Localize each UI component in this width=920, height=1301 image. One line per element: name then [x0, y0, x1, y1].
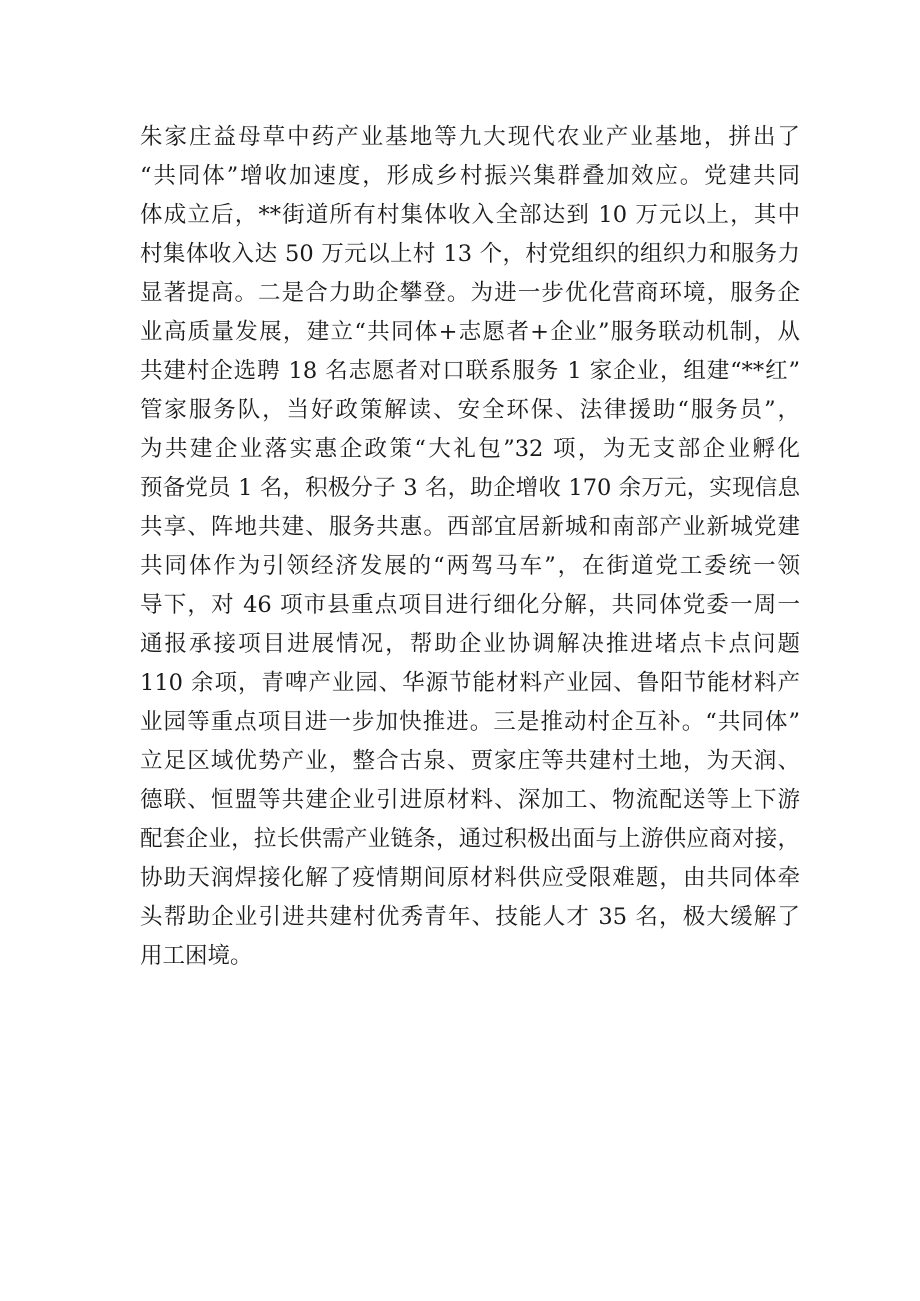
text-line: 通报承接项目进展情况，帮助企业协调解决推进堵点卡点问题 — [140, 631, 800, 657]
text-line: 共同体作为引领经济发展的“两驾马车”，在街道党工委统一领 — [140, 553, 800, 579]
text-line: “共同体”增收加速度，形成乡村振兴集群叠加效应。党建共同 — [140, 163, 800, 189]
text-line: 头帮助企业引进共建村优秀青年、技能人才 35 名，极大缓解了 — [140, 904, 800, 930]
text-line: 共建村企选聘 18 名志愿者对口联系服务 1 家企业，组建“**红” — [140, 358, 800, 384]
text-line: 德联、恒盟等共建企业引进原材料、深加工、物流配送等上下游 — [140, 787, 800, 813]
text-line: 立足区域优势产业，整合古泉、贾家庄等共建村土地，为天润、 — [140, 748, 800, 774]
text-line: 业高质量发展，建立“共同体+志愿者+企业”服务联动机制，从 — [140, 319, 800, 345]
text-line: 体成立后，**街道所有村集体收入全部达到 10 万元以上，其中 — [140, 202, 800, 228]
text-line: 共享、阵地共建、服务共惠。西部宜居新城和南部产业新城党建 — [140, 514, 800, 540]
text-line: 110 余项，青啤产业园、华源节能材料产业园、鲁阳节能材料产 — [140, 670, 800, 696]
text-line: 显著提高。二是合力助企攀登。为进一步优化营商环境，服务企 — [140, 280, 800, 306]
text-line: 业园等重点项目进一步加快推进。三是推动村企互补。“共同体” — [140, 709, 800, 735]
text-line: 为共建企业落实惠企政策“大礼包”32 项，为无支部企业孵化 — [140, 436, 800, 462]
text-line: 村集体收入达 50 万元以上村 13 个，村党组织的组织力和服务力 — [140, 241, 800, 267]
text-line: 用工困境。 — [140, 943, 253, 969]
text-line: 配套企业，拉长供需产业链条，通过积极出面与上游供应商对接， — [140, 826, 800, 852]
text-line: 管家服务队，当好政策解读、安全环保、法律援助“服务员”， — [140, 397, 800, 423]
text-line: 朱家庄益母草中药产业基地等九大现代农业产业基地，拼出了 — [140, 124, 800, 150]
text-line: 导下，对 46 项市县重点项目进行细化分解，共同体党委一周一 — [140, 592, 800, 618]
body-paragraph — [140, 118, 800, 976]
text-line: 预备党员 1 名，积极分子 3 名，助企增收 170 余万元，实现信息 — [140, 475, 800, 501]
text-line: 协助天润焊接化解了疫情期间原材料供应受限难题，由共同体牵 — [140, 865, 800, 891]
